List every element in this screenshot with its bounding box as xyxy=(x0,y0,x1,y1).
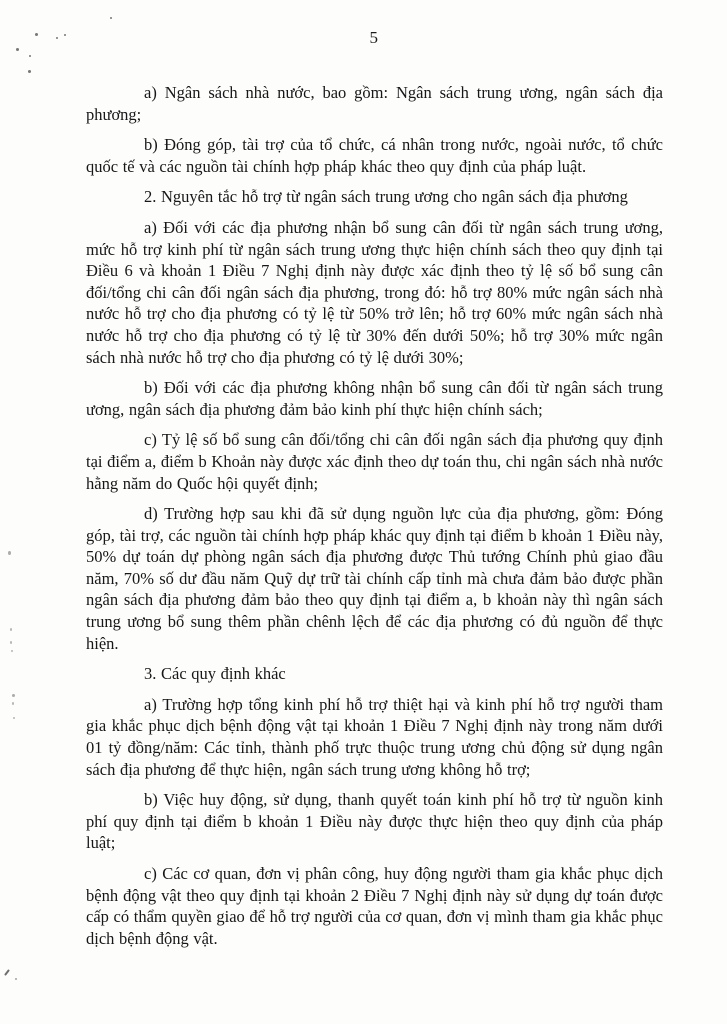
document-paragraph: a) Ngân sách nhà nước, bao gồm: Ngân sách trung ương, ngân sách địa phương; xyxy=(86,83,663,124)
scan-speck xyxy=(15,978,17,980)
document-paragraph: d) Trường hợp sau khi đã sử dụng nguồn lực của địa phương, gồm: Đóng góp, tài trợ, các nguồn tài chính hợp pháp khác quy định tại điểm b khoản 1 Điều này, 50% dự toán dự phòng ngân sách địa phương được Thủ tướng Chính phủ giao đầu năm, 70% số dư đầu năm Quỹ dự trữ tài chính cấp tỉnh mà chưa đảm bảo được phần ngân sách địa phương đảm bảo theo quy định tại điểm a, b khoản này thì ngân sách trung ương bổ sung thêm phần chênh lệch để các địa phương có đủ nguồn để thực hiện. xyxy=(86,504,663,653)
document-paragraph: a) Trường hợp tổng kinh phí hỗ trợ thiệt hại và kinh phí hỗ trợ người tham gia khắc phục dịch bệnh động vật tại khoản 1 Điều 7 Nghị định này trong năm dưới 01 tỷ đồng/năm: Các tỉnh, thành phố trực thuộc trung ương chủ động sử dụng ngân sách địa phương để thực hiện, ngân sách trung ương không hỗ trợ; xyxy=(86,694,663,779)
document-paragraph: a) Đối với các địa phương nhận bổ sung cân đối từ ngân sách trung ương, mức hỗ trợ kinh phí từ ngân sách trung ương thực hiện chính sách theo quy định tại Điều 6 và khoản 1 Điều 7 Nghị định này được xác định theo tỷ lệ số bổ sung cân đối/tổng chi cân đối ngân sách địa phương, trong đó: hỗ trợ 80% mức ngân sách nhà nước hỗ trợ cho địa phương có tỷ lệ từ 50% trở lên; hỗ trợ 60% mức ngân sách nhà nước hỗ trợ cho địa phương có tỷ lệ từ 30% đến dưới 50%; hỗ trợ 30% mức ngân sách nhà nước hỗ trợ cho địa phương có tỷ lệ dưới 30%; xyxy=(86,217,663,367)
page-number: 5 xyxy=(369,28,379,47)
document-paragraph: c) Các cơ quan, đơn vị phân công, huy động người tham gia khắc phục dịch bệnh động vật theo quy định tại khoản 2 Điều 7 Nghị định này sử dụng dự toán được cấp có thẩm quyền giao để hỗ trợ người của cơ quan, đơn vị mình tham gia khắc phục dịch bệnh động vật. xyxy=(86,864,663,948)
scan-speck xyxy=(13,717,15,719)
scan-speck xyxy=(11,650,13,652)
scan-speck xyxy=(12,702,14,705)
document-paragraph: b) Đóng góp, tài trợ của tổ chức, cá nhân trong nước, ngoài nước, tổ chức quốc tế và các nguồn tài chính hợp pháp khác theo quy định của pháp luật. xyxy=(86,135,663,176)
document-section-heading: 2. Nguyên tắc hỗ trợ từ ngân sách trung ương cho ngân sách địa phương xyxy=(144,187,628,207)
scan-speck xyxy=(12,694,15,697)
scan-speck xyxy=(56,37,58,39)
document-paragraph: b) Việc huy động, sử dụng, thanh quyết toán kinh phí hỗ trợ từ nguồn kinh phí quy định tại điểm b khoản 1 Điều này được thực hiện theo quy định của pháp luật; xyxy=(86,790,663,853)
scan-speck xyxy=(8,551,11,555)
scan-speck xyxy=(64,34,66,36)
document-section-heading: 3. Các quy định khác xyxy=(144,664,286,684)
scan-speck xyxy=(29,55,31,57)
scan-speck xyxy=(16,48,19,51)
scan-speck xyxy=(10,628,12,631)
scan-speck xyxy=(28,70,31,73)
scan-speck xyxy=(35,33,38,36)
scan-speck xyxy=(10,641,12,644)
scan-speck xyxy=(110,17,112,19)
document-body xyxy=(86,82,663,958)
document-paragraph: b) Đối với các địa phương không nhận bổ sung cân đối từ ngân sách trung ương, ngân sách địa phương đảm bảo kinh phí thực hiện chính sách; xyxy=(86,378,663,419)
document-paragraph: c) Tỷ lệ số bổ sung cân đối/tổng chi cân đối ngân sách địa phương quy định tại điểm a, điểm b Khoản này được xác định theo dự toán thu, chi ngân sách nhà nước hằng năm do Quốc hội quyết định; xyxy=(86,430,663,493)
scan-speck xyxy=(4,969,10,976)
